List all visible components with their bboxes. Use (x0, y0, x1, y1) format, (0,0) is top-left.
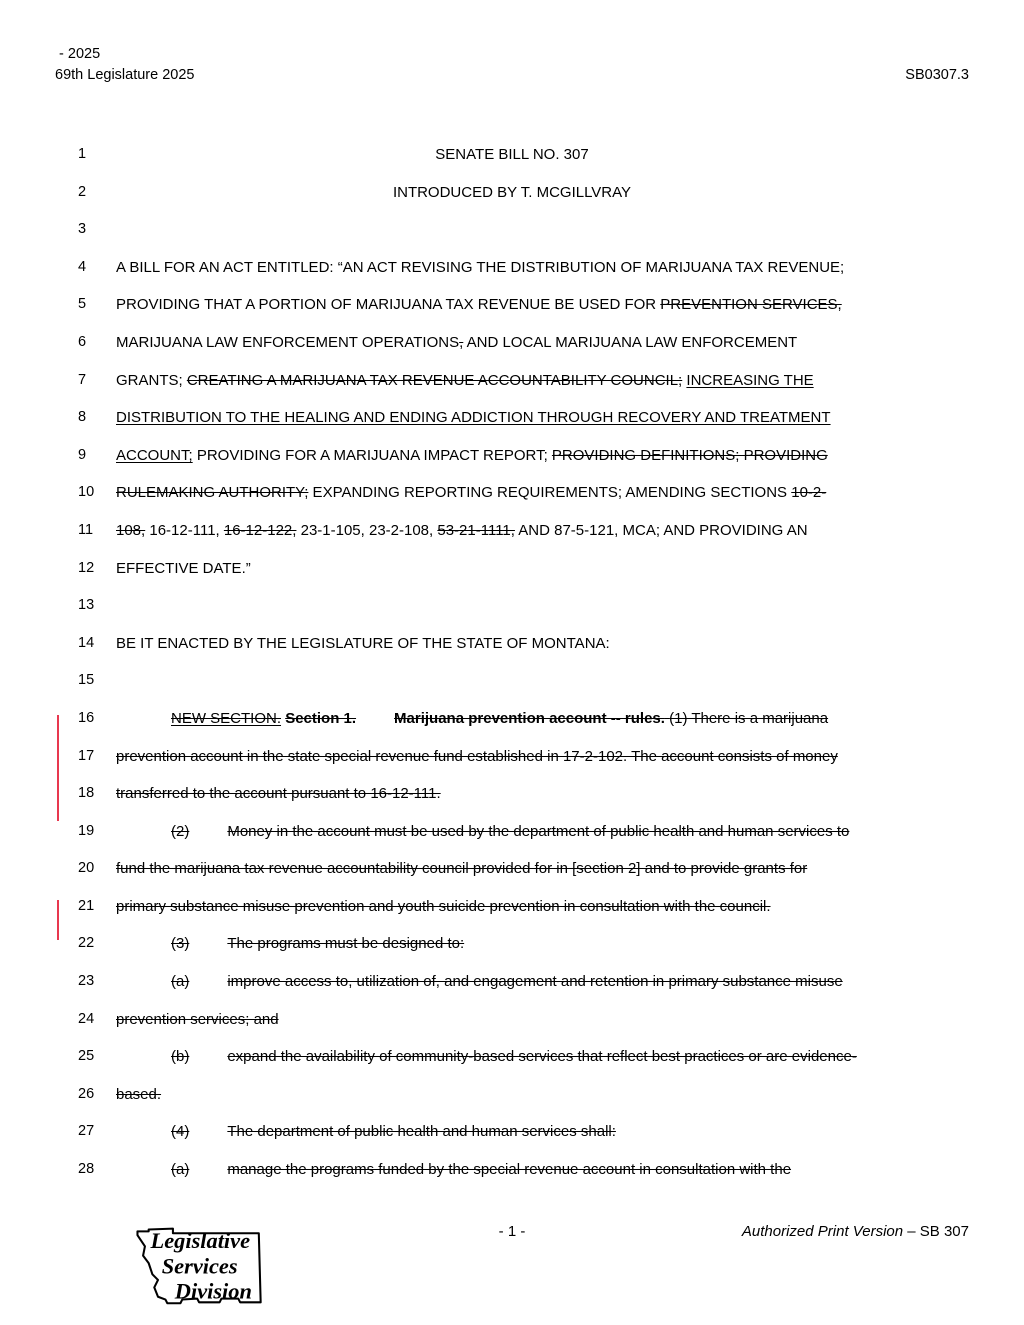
line-number: 23 (78, 973, 95, 990)
text-run: CREATING A MARIJUANA TAX REVENUE ACCOUNTABILITY COUNCIL; (186, 371, 683, 389)
text-run: prevention account in the state special revenue fund established in 17-2-102. The account consists of money (116, 747, 838, 765)
print-version-bill: – SB 307 (903, 1223, 969, 1240)
bill-line (0, 1117, 1024, 1155)
bill-line (0, 1042, 1024, 1080)
line-text (116, 747, 969, 767)
line-number: 21 (78, 897, 95, 914)
bill-line (0, 967, 1024, 1005)
text-run: PROVIDING DEFINITIONS; PROVIDING (551, 446, 828, 464)
document-footer (55, 1215, 969, 1311)
text-run: , (459, 333, 464, 351)
line-number: 11 (78, 521, 94, 538)
bill-line (0, 1155, 1024, 1193)
line-number: 28 (78, 1161, 95, 1178)
line-number: 7 (78, 371, 87, 388)
page-number: - 1 - (498, 1223, 526, 1240)
line-number: 18 (78, 785, 95, 802)
bill-line (0, 854, 1024, 892)
line-text (116, 934, 969, 954)
line-text (116, 972, 969, 992)
bill-line (0, 516, 1024, 554)
bill-line (0, 441, 1024, 479)
line-text (116, 295, 969, 315)
change-bar (57, 900, 59, 940)
text-run: ACCOUNT; (116, 446, 193, 464)
line-text (116, 1160, 969, 1180)
bill-line (0, 817, 1024, 855)
bill-line (0, 666, 1024, 704)
text-run: PROVIDING FOR A MARIJUANA IMPACT REPORT; (192, 446, 552, 464)
text-run: 53-21-1111, (437, 521, 515, 539)
line-number: 1 (78, 146, 87, 162)
text-run: EXPANDING REPORTING REQUIREMENTS; AMENDING SECTIONS (308, 484, 792, 502)
line-number: 20 (78, 860, 95, 877)
text-run: INTRODUCED BY T. MCGILLVRAY (392, 183, 632, 201)
line-text (116, 521, 969, 541)
line-number: 3 (78, 221, 87, 238)
bill-line (0, 1005, 1024, 1043)
line-text (116, 145, 908, 165)
bill-line (0, 779, 1024, 817)
bill-line (0, 290, 1024, 328)
bill-line (0, 1080, 1024, 1118)
print-version-italic: Authorized Print Version (741, 1223, 904, 1240)
text-run: transferred to the account pursuant to 16-12-111. (116, 785, 441, 803)
text-run: The department of public health and human services shall: (227, 1123, 616, 1141)
text-run: 10-2- (791, 484, 827, 502)
text-run: BE IT ENACTED BY THE LEGISLATURE OF THE STATE OF MONTANA: (116, 634, 610, 652)
line-text (116, 634, 969, 654)
text-run: RULEMAKING AUTHORITY; (116, 484, 309, 502)
line-text (116, 709, 969, 729)
line-text (116, 1122, 969, 1142)
document-header (55, 44, 969, 88)
line-text (116, 859, 969, 879)
print-version-label (742, 1223, 969, 1240)
text-run: manage the programs funded by the special revenue account in consultation with the (227, 1161, 792, 1179)
bill-line (0, 629, 1024, 667)
bill-line (0, 591, 1024, 629)
line-number: 19 (78, 822, 95, 839)
line-text (116, 446, 969, 466)
text-run: fund the marijuana tax revenue accountability council provided for in [section 2] and to provide grants for (116, 860, 808, 878)
text-run: (a) (171, 1161, 190, 1179)
text-run: AND LOCAL MARIJUANA LAW ENFORCEMENT (463, 333, 798, 351)
header-legislature: 69th Legislature 2025 (55, 67, 195, 83)
line-text (116, 371, 969, 391)
bill-line (0, 253, 1024, 291)
change-bar (57, 715, 59, 821)
line-text (116, 897, 969, 917)
text-run: (2) (171, 822, 190, 840)
line-number: 14 (78, 634, 95, 651)
text-run: SENATE BILL NO. 307 (435, 146, 589, 163)
bill-line (0, 366, 1024, 404)
text-run: based. (116, 1085, 162, 1103)
line-number: 24 (78, 1010, 95, 1027)
text-run: 23-1-105, 23-2-108, (296, 521, 438, 539)
text-run: (4) (171, 1123, 190, 1141)
text-run: A BILL FOR AN ACT ENTITLED: “AN ACT REVISING THE DISTRIBUTION OF MARIJUANA TAX REVENUE; (116, 258, 845, 276)
text-run: MARIJUANA LAW ENFORCEMENT OPERATIONS (116, 333, 460, 351)
text-run: PREVENTION SERVICES, (660, 296, 842, 314)
text-run: PROVIDING THAT A PORTION OF MARIJUANA TAX REVENUE BE USED FOR (116, 296, 661, 314)
line-number: 17 (78, 747, 95, 764)
header-session-year: - 2025 (55, 46, 101, 62)
bill-line (0, 478, 1024, 516)
bill-line (0, 328, 1024, 366)
text-run: (b) (171, 1048, 190, 1066)
line-number: 2 (78, 183, 87, 200)
text-run: Section 1. (285, 709, 357, 727)
bill-line (0, 929, 1024, 967)
logo-line-1: Legislative (150, 1228, 251, 1254)
line-number: 5 (78, 296, 87, 313)
header-bill-id: SB0307.3 (905, 67, 969, 83)
text-run: Money in the account must be used by the department of public health and human services to (227, 822, 850, 840)
text-run: 16-12-111, (145, 521, 224, 539)
bill-line (0, 704, 1024, 742)
text-run: EFFECTIVE DATE.” (116, 559, 251, 577)
line-text (116, 333, 969, 353)
line-text (116, 822, 969, 842)
line-text (116, 183, 908, 203)
line-text (116, 1010, 969, 1030)
line-number: 8 (78, 409, 87, 426)
line-text (116, 1085, 969, 1105)
text-run: (3) (171, 935, 190, 953)
line-number: 4 (78, 258, 87, 275)
line-number: 26 (78, 1085, 95, 1102)
logo-line-2: Services (161, 1253, 238, 1279)
bill-line (0, 742, 1024, 780)
line-text (116, 483, 969, 503)
line-number: 13 (78, 597, 95, 614)
line-text (116, 258, 969, 278)
line-number: 9 (78, 446, 87, 463)
text-run: AND 87-5-121, MCA; AND PROVIDING AN (514, 521, 808, 539)
text-run: The programs must be designed to: (227, 935, 465, 953)
bill-line (0, 403, 1024, 441)
text-run: expand the availability of community-based services that reflect best practices or are evidence- (227, 1048, 857, 1066)
text-run: 16-12-122, (223, 521, 297, 539)
text-run: DISTRIBUTION TO THE HEALING AND ENDING ADDICTION THROUGH RECOVERY AND TREATMENT (116, 409, 831, 427)
bill-line (0, 554, 1024, 592)
bill-text-body (0, 140, 1024, 1193)
text-run: 108, (116, 521, 146, 539)
text-run: primary substance misuse prevention and youth suicide prevention in consultation with the council. (116, 897, 771, 915)
text-run: (1) There is a marijuana (669, 709, 829, 727)
bill-line (0, 215, 1024, 253)
text-run: INCREASING THE (686, 371, 814, 389)
header-left-block (55, 44, 194, 86)
line-number: 12 (78, 559, 95, 576)
line-number: 22 (78, 935, 95, 952)
line-number: 25 (78, 1048, 95, 1065)
bill-line (0, 140, 1024, 178)
text-run: (a) (171, 973, 190, 991)
line-number: 10 (78, 484, 95, 501)
text-run: prevention services; and (116, 1010, 279, 1028)
logo-line-3: Division (174, 1278, 252, 1304)
line-number: 16 (78, 709, 95, 726)
line-text (116, 408, 969, 428)
line-number: 6 (78, 333, 87, 350)
bill-line (0, 178, 1024, 216)
text-run: improve access to, utilization of, and engagement and retention in primary substance misuse (227, 973, 843, 991)
line-number: 15 (78, 672, 95, 689)
line-text (116, 559, 969, 579)
bill-line (0, 892, 1024, 930)
line-text (116, 1047, 969, 1067)
line-text (116, 784, 969, 804)
text-run: Marijuana prevention account -- rules. (394, 709, 665, 727)
text-run: NEW SECTION. (171, 709, 282, 727)
line-number: 27 (78, 1123, 95, 1140)
text-run: GRANTS; (116, 371, 187, 389)
